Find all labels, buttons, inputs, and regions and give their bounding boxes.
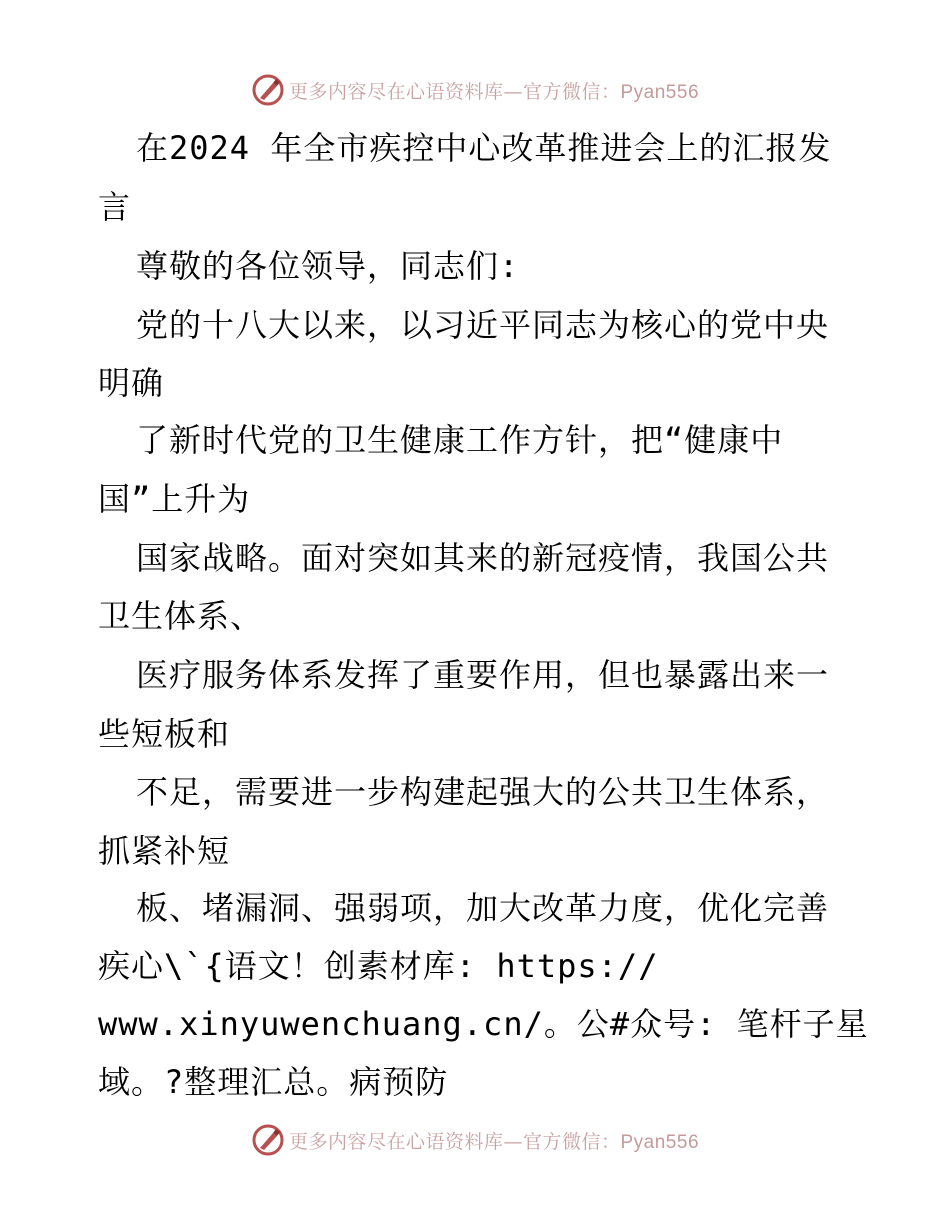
doc-line: 些短板和	[98, 715, 231, 753]
doc-line: 言	[98, 188, 132, 226]
watermark-wechat-id: Pyan556	[620, 1131, 700, 1153]
doc-line: 党的十八大以来，以习近平同志为核心的党中央	[136, 306, 830, 344]
doc-line: 疾心\`{语文！创素材库: https://	[98, 947, 659, 985]
watermark-label: 更多内容尽在心语资料库—官方微信：	[288, 1130, 621, 1153]
doc-line: 板、堵漏洞、强弱项，加大改革力度，优化完善	[136, 889, 830, 927]
doc-line: 不足，需要进一步构建起强大的公共卫生体系，	[136, 773, 830, 811]
doc-line: 医疗服务体系发挥了重要作用，但也暴露出来一	[136, 656, 830, 694]
watermark-banner-bottom	[0, 1120, 950, 1160]
doc-line: 域。?整理汇总。病预防	[98, 1063, 449, 1101]
doc-line: 国”上升为	[98, 480, 251, 518]
doc-line: www.xinyuwenchuang.cn/。公#众号: 笔杆子星	[98, 1005, 869, 1043]
watermark-label: 更多内容尽在心语资料库—官方微信：	[288, 80, 621, 103]
doc-line: 尊敬的各位领导，同志们:	[136, 247, 520, 285]
doc-line: 卫生体系、	[98, 597, 264, 635]
doc-line: 在2024 年全市疾控中心改革推进会上的汇报发	[136, 129, 832, 167]
watermark-text	[289, 1127, 699, 1154]
doc-line: 明确	[98, 364, 165, 402]
doc-line: 了新时代党的卫生健康工作方针，把“健康中	[136, 421, 784, 459]
pen-circle-icon	[251, 1123, 285, 1157]
doc-line: 抓紧补短	[98, 832, 231, 870]
watermark-wechat-id: Pyan556	[620, 81, 700, 103]
doc-line: 国家战略。面对突如其来的新冠疫情，我国公共	[136, 539, 830, 577]
